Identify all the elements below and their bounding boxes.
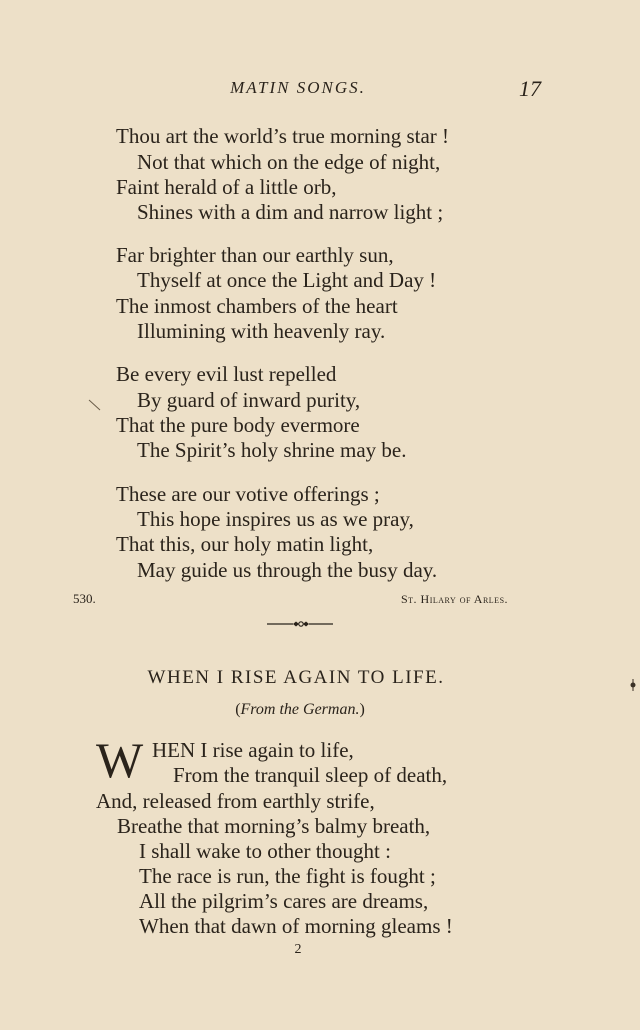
subtitle-paren: )	[359, 701, 365, 718]
hymn-title: WHEN I RISE AGAIN TO LIFE.	[147, 667, 445, 688]
poem-line: Breathe that morning’s balmy breath,	[117, 814, 431, 838]
hymn-number: 530.	[73, 591, 96, 606]
poem-line: Far brighter than our earthly sun,	[116, 243, 394, 267]
poem-line: HEN I rise again to life,	[152, 738, 354, 762]
subtitle-text: From the German.	[240, 701, 360, 718]
signature-mark: 2	[294, 942, 302, 957]
poem-line: By guard of inward purity,	[137, 388, 361, 412]
hymn-subtitle	[0, 701, 600, 719]
poem-line: From the tranquil sleep of death,	[173, 763, 448, 787]
stray-mark-icon	[88, 398, 102, 412]
poem-line: All the pilgrim’s cares are dreams,	[139, 889, 429, 913]
poem-line: This hope inspires us as we pray,	[137, 507, 414, 531]
subtitle-paren: (	[235, 701, 241, 718]
poem-line: And, released from earthly strife,	[96, 789, 375, 813]
poem-line: Shines with a dim and narrow light ;	[137, 200, 444, 224]
poem-line: These are our votive offerings ;	[116, 482, 380, 506]
ornament-divider-icon	[267, 618, 333, 630]
poem-line: Illumining with heavenly ray.	[137, 319, 386, 343]
poem-line: Thou art the world’s true morning star !	[116, 124, 450, 148]
page-number: 17	[519, 76, 541, 101]
poem-line: When that dawn of morning gleams !	[139, 914, 453, 938]
author-attribution: St. Hilary of Arles.	[401, 592, 509, 606]
poem-line: May guide us through the busy day.	[137, 558, 438, 582]
poem-line: I shall wake to other thought :	[139, 839, 391, 863]
poem-line: That the pure body evermore	[116, 413, 360, 437]
drop-cap: W	[96, 732, 144, 788]
poem-line: The Spirit’s holy shrine may be.	[137, 438, 407, 462]
stray-mark-icon	[628, 678, 638, 692]
poem-line: Thyself at once the Light and Day !	[137, 268, 437, 292]
poem-line: Not that which on the edge of night,	[137, 150, 441, 174]
poem-line: The race is run, the fight is fought ;	[139, 864, 436, 888]
poem-line: The inmost chambers of the heart	[116, 294, 398, 318]
poem-line: That this, our holy matin light,	[116, 532, 374, 556]
running-title: MATIN SONGS.	[230, 78, 366, 97]
poem-line: Be every evil lust repelled	[116, 362, 337, 386]
poem-line: Faint herald of a little orb,	[116, 175, 337, 199]
